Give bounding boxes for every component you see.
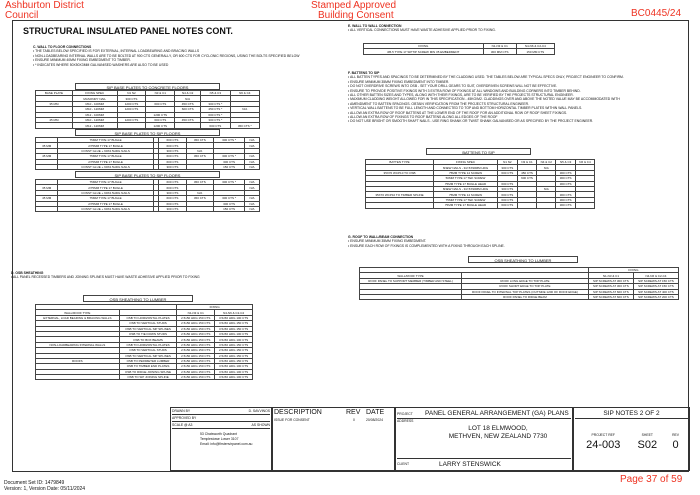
table-row [36, 206, 260, 211]
table-cell: 3.5x50 HDG 150 CTS [215, 321, 253, 326]
table-cell: OSB TO VERTICAL STUDS [119, 348, 177, 353]
section-f-item: • ENSURE MINIMUM 35MM FIXING EMBEDMENT INTO TIMBER. [348, 80, 686, 84]
table-cell: 150 CTS [214, 164, 245, 169]
section-f-item: • ALL BATTEN TYPES AND SPACINGS TO BE DETERMINED BY THE CLADDING USED. THE TABLES BELOW ARE TYPICAL SPECS ONLY, PROJECT ENGINEER TO CONFIRM. [348, 75, 686, 79]
table-cell: 300 CTS [214, 159, 245, 164]
table-sip-floors [35, 137, 260, 170]
sheet-number: S02 [637, 439, 658, 451]
revision-number: 0 [353, 418, 355, 422]
table-cell: 600 CTS [159, 138, 186, 143]
table-cell: 2.5x50 HDG 150 CTS [177, 337, 215, 342]
table-cell: 600 CTS [159, 201, 186, 206]
table-cell: ROOF PANEL TO INTERNAL TOP PLATES (OUTSIDE 1200 OF ROOF EDGE) [462, 289, 589, 294]
table-cell: 35 MM [36, 101, 73, 106]
sheet-label: SHEET [641, 433, 653, 437]
section-f-item: • AMENDMENT TO BATTEN SPACINGS. OBTAIN VERIFICATION FROM THE PROJECTS STRUCTURAL ENGINEER. [348, 102, 686, 106]
table-cell: 35X70 WCP10 TO TIMBER SPLINE [366, 192, 434, 197]
table-cell: 600 CTS [146, 117, 175, 122]
table-cell: 6NEW NAILS - 3/2.5X90MM HDG [434, 165, 498, 170]
table-row [36, 315, 253, 320]
table-header-cell: N4 & C2 [175, 91, 201, 96]
table-cell: N/A [186, 148, 213, 153]
table-cell: 300 CTS [214, 201, 245, 206]
project-label: PROJECT [397, 411, 413, 416]
table-cell: N/A [245, 159, 260, 164]
address-line-1: LOT 18 ELMWOOD, [468, 425, 528, 432]
table-cell: 300 CTS [556, 176, 576, 181]
table-header-cell: N1-N3 & C1 [588, 273, 633, 278]
table-cell: N/A [186, 190, 213, 195]
table-cell: 45 MM [36, 154, 58, 159]
table-cell: 75MM TYPE 17 BUGLE [58, 154, 153, 159]
section-f-item: • ALLOW AN EXTRA ROW OF FIXINGS TO ROOF BATTENS ALONG ALL EDGES OF THE ROOF [348, 115, 686, 119]
table-header-cell: N5 & C3 [201, 91, 230, 96]
table-cell: OSB TO BOX BEAMS [119, 337, 177, 342]
sheet-title: SIP NOTES 2 OF 2 [575, 409, 688, 419]
section-g-item: • ENSURE EACH ROW OF FIXINGS IS COMPLEMENTED WITH A FIXING THROUGH EACH SPLINE. [348, 244, 686, 248]
table-cell: N/A [230, 107, 259, 112]
table-cell: 3.5x50 HDG 100 CTS [215, 375, 253, 380]
table-cell: 3.5x50 HDG 100 CTS [215, 337, 253, 342]
table-cell: EXTERNAL, LOAD BEARING & BRACING WALLS [36, 315, 120, 320]
stamp-district: Ashburton District [5, 0, 84, 11]
table-cell: N/A [537, 186, 556, 191]
table-cell: N/A [245, 180, 260, 185]
table-cell: 300 CTS [498, 165, 518, 170]
table-row [36, 123, 260, 128]
table-header-cell: N4 & C2 [537, 160, 556, 165]
table-cell: 450 CTS [186, 196, 213, 201]
table-cell: 600 CTS [498, 170, 518, 175]
table-cell [517, 203, 537, 208]
table-header-cell: N1-N3 & C1 [177, 310, 215, 315]
table-cell: 450 CTS [517, 170, 537, 175]
project-ref: 24-003 [586, 439, 621, 451]
drawing-sheet [12, 20, 689, 472]
table-cell: 150 CTS [214, 206, 245, 211]
section-f-heading: F. BATTENS TO SIP [348, 71, 380, 75]
table-cell: 2.5x50 HDG 150 CTS [215, 353, 253, 358]
section-d-heading: D. OSB SHEATHING [11, 271, 44, 275]
table-cell: OSB TO RIDGE JOINING SPLINE [119, 369, 177, 374]
table-cell: CONST GLUE + 90X2.5HDG NAILS [58, 190, 153, 195]
table-cell: N/A [537, 165, 556, 170]
table-cell: 3.5x50 HDG 100 CTS [215, 331, 253, 336]
table-cell: 3.5x50 HDG 100 CTS [215, 315, 253, 320]
approved-label: APPROVED BY [172, 415, 270, 422]
table-cell: 450 CTS [186, 180, 213, 185]
table-cell: N/A [245, 138, 260, 143]
table-row [364, 49, 555, 54]
table-cell: 300 CTS [498, 186, 518, 191]
section-c-item: • ENSURE MINIMUM 40MM FIXING EMBEDMENT TO TIMBER. [33, 58, 333, 62]
table-cell: 50MM TYPE 17 TEK SCREW [434, 176, 498, 181]
table-cell: 450 CTS * [201, 107, 230, 112]
table-row [36, 164, 260, 169]
table-cell: 2.5x50 HDG 150 CTS [177, 321, 215, 326]
table-cell: 600 CTS [498, 197, 518, 202]
table-cell [117, 123, 146, 128]
table-header-cell: N1 N2 [498, 160, 518, 165]
project-ref-label: PROJECT REF [591, 433, 615, 437]
table-cell: 3.5x50 HDG 150 CTS [215, 342, 253, 347]
table-cell: 75MM TYPE 17 BUGLE [58, 196, 153, 201]
section-g [348, 235, 686, 248]
table-cell: 3.5x50 HDG 100 CTS [215, 369, 253, 374]
section-f-item: • ALL OTHER BATTEN SIZES AND TYPES, ALONG WITH THEIR FIXINGS, ARE TO BE VERIFIED BY THE PROJECTS STRUCTURAL ENGINEER. [348, 93, 686, 97]
table-cell: OSB TO PERIMETER LUMBER [119, 358, 177, 363]
client-name: LARRY STENSWICK [439, 460, 501, 468]
table-cell [537, 203, 556, 208]
table-cell: 35 MM [36, 185, 58, 190]
table-cell: 300 CTS * [214, 196, 245, 201]
table-cell: 2.5x50 HDG 150 CTS [177, 315, 215, 320]
table-cell: 2.5x50 HDG 150 CTS [177, 348, 215, 353]
table-cell: 600 CTS [159, 143, 186, 148]
table-cell: MASONRY NAIL [72, 96, 117, 101]
table-header-fixing: FIXING [177, 305, 253, 310]
table-cell: 600 CTS * [201, 112, 230, 117]
table-cell: ROOFS [36, 358, 120, 363]
table-cell: OSB TO VERTICAL SIP SPLINES [119, 353, 177, 358]
section-c-item: • THE TABLES BELOW SPECIFIED IS FOR EXTERNAL, INTERNAL LOADBEARING AND BRACING WALLS [33, 49, 333, 53]
section-c-item: • NON-LOADBEARING INTERNAL WALLS ARE TO BE BOLTED AT 900 CTS GENERALLY, OR 600 CTS FOR CYCLONIC REGIONS, USING THE BOLTS SPECIFIED BELOW [33, 54, 333, 58]
table-cell: 300 CTS [159, 190, 186, 195]
table-wall-to-wall [363, 43, 555, 55]
table-cell: 35X70 WCP10 TO OSB [366, 170, 434, 175]
table-cell: 2.5x50 HDG 150 CTS [177, 342, 215, 347]
table-cell: 450 CTS [175, 101, 201, 106]
table-cell: SIP SCREWS AT 600 CTS [588, 289, 633, 294]
table-cell: 1200 CTS [117, 101, 146, 106]
title-block-company [170, 407, 272, 471]
table-cell: N/A [245, 196, 260, 201]
table-cell: 2/75MM TYPE 17 BUGLE [58, 185, 153, 190]
table-cell: M12 - 120MM [72, 123, 117, 128]
table-cell: 35 MM [36, 143, 58, 148]
table-cell: 600 CTS [175, 107, 201, 112]
table-cell: SIP SCREWS AT 300 CTS [588, 284, 633, 289]
table-header-fixing: FIXING [588, 268, 678, 273]
table-cell: CONST GLUE + 90X2.5HDG NAILS [58, 206, 153, 211]
table-cell [36, 206, 58, 211]
table-cell: 75MM TYPE 17 TEK SCREW [434, 197, 498, 202]
table-roof-osb [359, 267, 679, 300]
table-row [36, 375, 253, 380]
table-cell: NON-LOADBEARING INTERNAL WALLS [36, 342, 120, 347]
table-cell: 600 CTS [159, 180, 186, 185]
section-c [33, 45, 333, 67]
table-row [36, 342, 253, 347]
table-cell: 300 CTS * [201, 117, 230, 122]
table-cell: 600 CTS [159, 185, 186, 190]
table-header-cell: N1 N2 [117, 91, 146, 96]
scale-label: SCALE @ A3 [172, 423, 193, 427]
table-cell: SIP SCREWS AT 200 CTS [633, 294, 678, 299]
table-cell: 2.5x50 HDG 150 CTS [177, 353, 215, 358]
table-sip-floors-2-title: SIP BASE PLATES TO SIP FLOORS [75, 171, 220, 178]
table-row [366, 203, 595, 208]
table-header-cell: N4-N6 & C2-C4 [516, 44, 554, 49]
table-cell [36, 375, 120, 380]
table-roof-title: OSB SHEATHING TO LUMBER [468, 256, 578, 263]
table-cell: 45 MM [36, 196, 58, 201]
description-label: DESCRIPTION [274, 409, 322, 416]
table-cell: 75MM TYPE 17 BUGLE HEAD [434, 203, 498, 208]
table-battens-title: BATTENS TO SIP [426, 148, 531, 155]
table-cell: 3.5x50 HDG 150 CTS [215, 358, 253, 363]
table-cell: 2.5x50 HDG 150 CTS [177, 358, 215, 363]
table-osb-title: OSB SHEATHING TO LUMBER [83, 295, 193, 302]
company-email: Email: info@firstenvirpanel.com.au [200, 442, 253, 446]
table-cell: 450 CTS [175, 117, 201, 122]
table-cell: Ø6.5 TYPE 17 SIPTIP SCREW MIN 35 EMBEDMENT [364, 49, 484, 54]
table-cell: 300 CTS * [214, 180, 245, 185]
table-cell: OSB TO VERTICAL SIP SPLINES [119, 326, 177, 331]
section-c-item: • * INDICATES WHERE 50X50X3MM GALVANISED WASHERS ARE ALSO TO BE USED [33, 63, 333, 67]
table-cell: 2/75MM TYPE 17 BUGLE [58, 143, 153, 148]
table-cell: ROOF SHORT EDGE TO TOP PLATE [462, 284, 589, 289]
table-cell: OSB TO HORIZONTAL PLATES [119, 315, 177, 320]
table-concrete-floors [35, 90, 260, 129]
table-cell: 75MM TYPE 17 BUGLE HEAD [434, 181, 498, 186]
table-cell: 75MM TYPE 17 BUGLE [58, 180, 153, 185]
table-header-cell: BATTEN TYPE [366, 160, 434, 165]
table-cell: 600 CTS [159, 159, 186, 164]
table-cell: OSB TO HORIZONTAL PLATES [119, 342, 177, 347]
table-cell: 75MM TYPE 14 SCREW [434, 170, 498, 175]
revision: 0 [672, 439, 679, 451]
table-cell: 300 CTS [159, 164, 186, 169]
stamp-page: Page 37 of 59 [620, 474, 683, 485]
table-cell: N/A [245, 154, 260, 159]
table-row [366, 170, 595, 175]
table-cell: 450 CTS * [230, 123, 259, 128]
table-cell [186, 206, 213, 211]
section-g-heading: G. ROOF TO WALL/BEAM CONNECTION [348, 235, 414, 239]
table-cell: OSB TO TIE DOWN STUDS [119, 331, 177, 336]
table-cell: M10 - 120MM [72, 117, 117, 122]
section-d [11, 271, 311, 280]
project-name: PANEL GENERAL ARRANGEMENT (GA) PLANS [425, 410, 569, 417]
stamp-council: Council [5, 10, 39, 21]
table-cell: 1200 CTS [117, 107, 146, 112]
table-cell: 300 CTS [556, 197, 576, 202]
table-osb-sheathing [35, 304, 253, 380]
stamp-consent: Building Consent [318, 10, 394, 21]
table-cell: 600 CTS [201, 123, 230, 128]
table-cell: 600 CTS [159, 154, 186, 159]
table-cell: SIP SCREWS AT 150 CTS [633, 284, 678, 289]
drawn-by-label: DRAWN BY [172, 409, 191, 413]
table-cell: 2.5x50 HDG 150 CTS [215, 348, 253, 353]
table-header-cell: N5 & C3 [556, 160, 576, 165]
table-cell: 300 CTS [556, 192, 576, 197]
company-address: Templestowe Lower 3107 [200, 437, 239, 441]
table-header-cell: N3 & C1 [146, 91, 175, 96]
section-g-item: • ENSURE MINIMUM 35MM FIXING EMBEDMENT. [348, 239, 686, 243]
table-header-cell: N3 & C1 [517, 160, 537, 165]
table-cell: 1200 CTS [146, 112, 175, 117]
table-cell: 300 CTS [556, 170, 576, 175]
table-cell: N/A [245, 201, 260, 206]
table-cell: 600 CTS [146, 101, 175, 106]
table-header-cell: FIXING SPEC [72, 91, 117, 96]
table-header-cell: BASE PLATE [36, 91, 73, 96]
title-block-project [395, 407, 573, 471]
table-header-cell: N6 & C4 [230, 91, 259, 96]
table-sip-floors-2 [35, 179, 260, 212]
table-row [366, 192, 595, 197]
title-block-sheet [573, 407, 690, 471]
table-cell: SIP SCREWS AT 400 CTS [633, 289, 678, 294]
table-cell [360, 294, 462, 299]
stamp-ref: BC0445/24 [631, 8, 682, 19]
section-f-item: • MAXIMUM CLADDING WEIGHT ALLOWED FOR IN THIS SPECIFICATION - 45KG/M2. CLADDINGS OVER AND ABOVE THE NOTED VALUE MAY BE ACCOMMODATED WITH [348, 97, 686, 101]
table-row [360, 294, 679, 299]
section-f-item: • DO NOT OVERDRIVE SCREWS INTO OSB - SET YOUR DRILL GEARS TO SUIT, OVERDRIVEN SCREWS WILL NOT BE EFFECTIVE. [348, 84, 686, 88]
table-sip-floors-title: SIP BASE PLATES TO SIP FLOORS [75, 129, 220, 136]
date-label: DATE [366, 409, 385, 416]
table-cell: SIP SCREWS AT 300 CTS [588, 278, 633, 283]
section-f-item: • ENSURE TO PROVIDE POSITIVE FIXINGS WITH 3 EXTRA ROW OF FIXINGS AT ALL WINDOWS AND BUILDING CORNERS INTO TIMBER BEHIND. [348, 89, 686, 93]
drawn-by: D. SAVVINOS [248, 409, 270, 413]
table-cell: 3.5x50 HDG 100 CTS [215, 364, 253, 369]
table-cell: 2.5x50 HDG 150 CTS [177, 331, 215, 336]
table-cell: 6NEW NAILS - 3/2.5X90MM HDG [434, 186, 498, 191]
section-d-item: • ALL PANEL RECESSED TIMBERS AND JOINING SPLINES MUST HAVE WASTE ADHESIVE APPLIED PRIOR TO FIXING [11, 275, 311, 279]
table-cell: ROOF PANEL TO RIDGE BEAM [462, 294, 589, 299]
table-cell: 75MM TYPE 17 BUGLE [58, 138, 153, 143]
table-cell: N/A [245, 143, 260, 148]
table-cell: M10 - 120MM [72, 107, 117, 112]
client-label: CLIENT [397, 462, 410, 466]
table-cell: SIP SCREWS AT 150 CTS [633, 278, 678, 283]
table-cell: 75MM TYPE 14 SCREW [434, 192, 498, 197]
address-label: ADDRESS [397, 419, 414, 423]
table-cell: 300 CTS * [214, 138, 245, 143]
table-cell: 600 CTS [498, 203, 518, 208]
section-e-item: • ALL VERTICAL CONNECTIONS MUST HAVE WASTE ADHESIVE APPLIED PRIOR TO FIXING. [348, 28, 678, 32]
table-cell: 300 CTS * [201, 101, 230, 106]
table-cell: 2.5x50 HDG 150 CTS [177, 364, 215, 369]
table-cell: 600 CTS [498, 192, 518, 197]
table-cell [36, 164, 58, 169]
table-battens [365, 159, 595, 209]
table-cell: 300 CTS [556, 181, 576, 186]
table-header-cell: FIXING [364, 44, 484, 49]
doc-set-id: Document Set ID: 1479849 [4, 480, 65, 486]
title-block-revisions [272, 407, 395, 471]
version-info: Version: 1, Version Date: 05/11/2024 [4, 486, 86, 492]
section-e-heading: E. WALL TO WALL CONNECTION [348, 24, 402, 28]
table-cell: SIP SCREWS AT 600 CTS [588, 294, 633, 299]
table-cell: M10 - 100MM [72, 101, 117, 106]
table-cell: 300 CTS [159, 206, 186, 211]
table-cell: 2.5x50 HDG 150 CTS [177, 369, 215, 374]
section-e [348, 24, 678, 33]
table-cell [366, 203, 434, 208]
table-cell [575, 203, 594, 208]
table-header-cell: N4-N6 & C2-C4 [633, 273, 678, 278]
stamp-approved: Stamped Approved [311, 0, 397, 11]
table-concrete-title: SIP BASE PLATES TO CONCRETE FLOORS [75, 83, 220, 90]
table-cell: N/A [175, 96, 201, 101]
table-cell: N/A [245, 185, 260, 190]
table-cell: M12 - 100MM [72, 112, 117, 117]
table-cell: 300 MM CTS [483, 49, 516, 54]
table-header-cell: N6 & C4 [575, 160, 594, 165]
table-cell: N/A [245, 206, 260, 211]
table-cell: 45 MM [36, 117, 73, 122]
table-cell: OSB TO SIP JOINING SPLINE [119, 375, 177, 380]
table-cell: 2.5x50 HDG 150 CTS [177, 326, 215, 331]
table-cell: CONST GLUE + 90X2.5HDG NAILS [58, 148, 153, 153]
rev-label-2: REV [672, 433, 680, 437]
table-cell: CONST GLUE + 90X2.5HDG NAILS [58, 164, 153, 169]
table-cell: 150 MM CTS [516, 49, 554, 54]
rev-label: REV [346, 409, 361, 416]
page-title: STRUCTURAL INSULATED PANEL NOTES CONT. [23, 26, 233, 36]
table-cell: 2.5x50 HDG 150 CTS [177, 375, 215, 380]
table-cell: 600 CTS [517, 176, 537, 181]
section-f-item: • VERTICAL WALL BATTENS TO BE FULL LENGTH AND CONNECTED TO TOP AND BOTTOM HORIZONTAL TIMBER PLATES WITHIN WALL PANELS. [348, 106, 686, 110]
table-cell: 450 CTS [186, 138, 213, 143]
table-cell: 300 CTS * [214, 154, 245, 159]
table-header-cell: N1-N3 & C1 [483, 44, 516, 49]
table-cell: 3.5x50 HDG 150 CTS [215, 326, 253, 331]
table-header-cell: N4-N6 & C2-C4 [215, 310, 253, 315]
section-c-heading: C. WALL TO FLOOR CONNECTIONS [33, 45, 92, 49]
table-cell: 450 CTS [186, 154, 213, 159]
table-cell: 2/75MM TYPE 17 BUGLE [58, 201, 153, 206]
table-cell [175, 123, 201, 128]
address-line-2: METHVEN, NEW ZEALAND 7730 [448, 433, 548, 440]
table-header-cell: WALL/ROOF TYPE [360, 273, 462, 278]
company-address: 53 Chatsworth Quadrant [200, 432, 237, 436]
table-cell: 600 CTS [159, 196, 186, 201]
table-header-cell: WALL/ROOF TYPE [36, 310, 120, 315]
table-cell: OSB TO VERTICAL STUDS [119, 321, 177, 326]
revision-date: 20/08/2024 [366, 418, 383, 422]
section-f-item: • ALLOW AN EXTRA ROW OF ROOF BATTENS AT THE LOWER END OF THE ROOF FOR AN ADDITIONAL ROW OF ROOF SHEET FIXINGS. [348, 111, 686, 115]
table-cell: OSB TO TIMBER END PLATES [119, 364, 177, 369]
table-cell: ROOF PANEL TO SUPPORT MEMBER (TIMBER AND STEEL) [360, 278, 462, 283]
table-cell: 600 CTS [498, 181, 518, 186]
table-cell: ROOF LONG EDGE TO TOP PLATE [462, 278, 589, 283]
table-cell: 300 CTS [159, 148, 186, 153]
table-cell: N/A [245, 164, 260, 169]
table-cell [186, 164, 213, 169]
table-cell: 2/75MM TYPE 17 BUGLE [58, 159, 153, 164]
table-cell [36, 123, 73, 128]
table-cell: 1200 CTS [117, 117, 146, 122]
table-cell: 1200 CTS [146, 123, 175, 128]
table-header-cell: FIXING SPEC [434, 160, 498, 165]
section-f-item: • DO NOT USE BRIGHT OR SMOOTH SHAFT NAILS - USE RING SHANK OR TWIST SHANK GALVANISED OR AS SPECIFIED BY THE PROJECT ENGINEER. [348, 119, 686, 123]
scale: AS SHOWN [251, 423, 270, 427]
revision-description: ISSUE FOR CONSENT [274, 418, 310, 422]
table-cell: 300 CTS [117, 96, 146, 101]
section-f [348, 71, 686, 124]
table-cell: 300 CTS [556, 203, 576, 208]
